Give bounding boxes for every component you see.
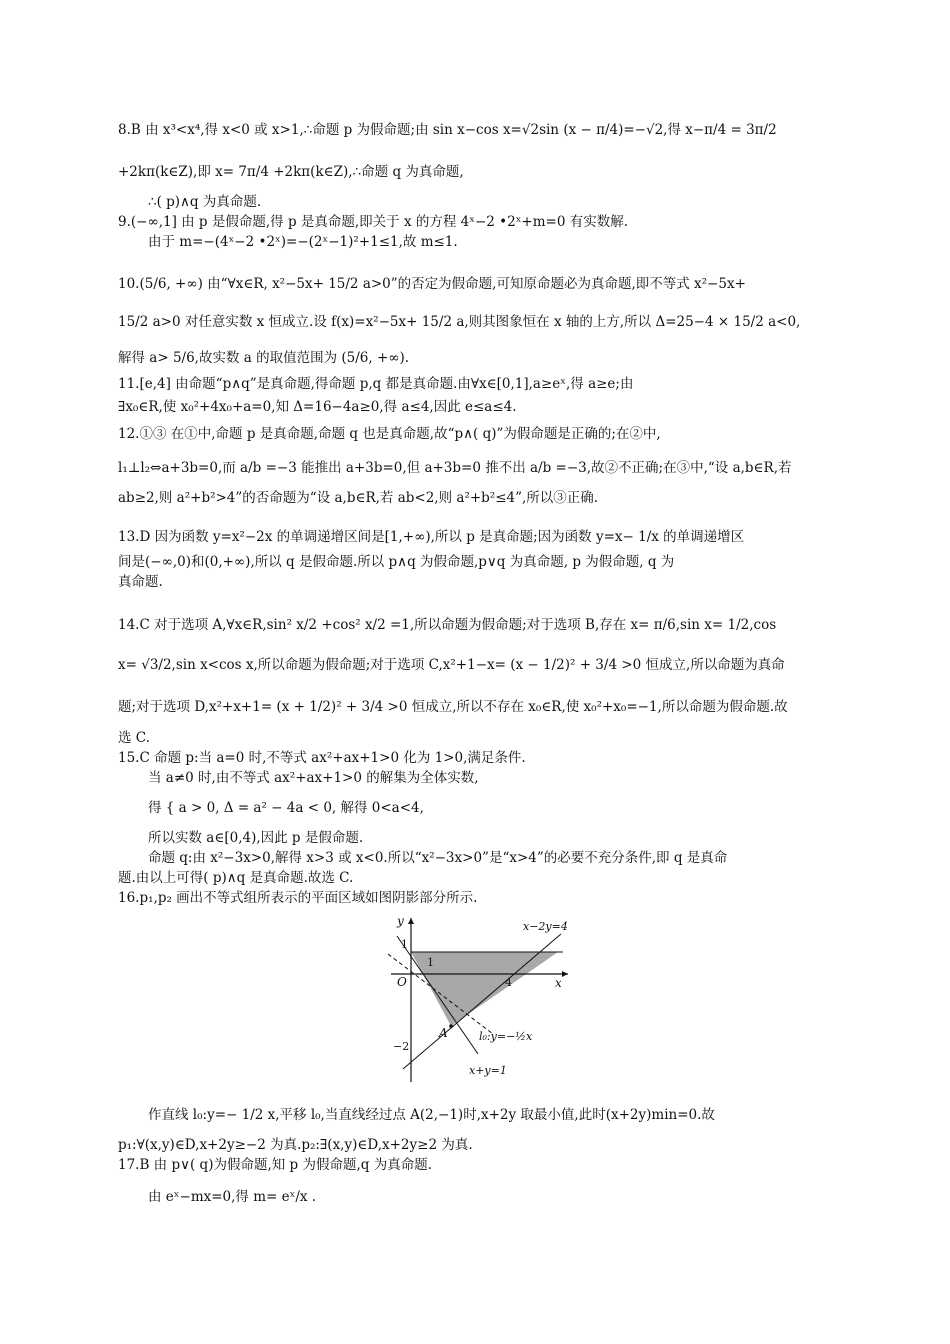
line-16c <box>118 1135 838 1155</box>
text-15-part6: 题.由以上可得( p)∧q 是真命题.故选 C. <box>118 870 354 886</box>
origin-label: O <box>397 975 407 989</box>
text-9-part2: 由于 m=−(4ˣ−2 •2ˣ)=−(2ˣ−1)²+1≤1,故 m≤1. <box>148 234 458 250</box>
line-15b <box>118 768 838 788</box>
line-13c <box>118 572 838 592</box>
line-11b <box>118 394 838 420</box>
line-8b <box>118 152 838 192</box>
line-10b <box>118 302 838 342</box>
line-14b <box>118 644 838 686</box>
text-15-part4: 所以实数 a∈[0,4),因此 p 是假命题. <box>148 830 364 846</box>
line-15f <box>118 868 838 888</box>
line-12c <box>118 488 838 508</box>
line-8c <box>118 192 838 212</box>
line-15a <box>118 748 838 768</box>
y-tick-neg2: −2 <box>393 1040 410 1053</box>
x-axis-arrow <box>562 971 568 977</box>
text-15-part2: 当 a≠0 时,由不等式 ax²+ax+1>0 的解集为全体实数, <box>148 770 479 786</box>
x-axis-label: x <box>555 976 562 990</box>
text-16-part3: p₁:∀(x,y)∈D,x+2y≥−2 为真.p₂:∃(x,y)∈D,x+2y≥2 为真. <box>118 1137 473 1153</box>
text-16-part2: 作直线 l₀:y=− 1/2 x,平移 l₀,当直线经过点 A(2,−1)时,x+2y 取最小值,此时(x+2y)min=0.故 <box>148 1107 715 1123</box>
point-a-label: A <box>439 1026 448 1040</box>
text-10-part3: 解得 a> 5/6,故实数 a 的取值范围为 (5/6, +∞). <box>118 350 410 366</box>
line-9a <box>118 212 838 232</box>
solution-page <box>118 108 838 1219</box>
text-13-part2: 间是(−∞,0)和(0,+∞),所以 q 是假命题.所以 p∧q 为假命题,p∨q 为真命题, p 为假命题, q 为 <box>118 554 675 570</box>
line-15d <box>118 828 838 848</box>
line-11a <box>118 374 838 394</box>
y-axis-arrow <box>408 918 414 924</box>
text-12-part2: l₁⊥l₂⇔a+3b=0,而 a/b =−3 能推出 a+3b=0,但 a+3b=0 推不出 a/b =−3,故②不正确;在③中,“设 a,b∈R,若 <box>118 460 792 476</box>
text-8-part3: +2kπ(k∈Z),即 x= 7π/4 +2kπ(k∈Z),∴命题 q 为真命题, <box>118 164 464 180</box>
line-8a <box>118 108 838 152</box>
text-10-part2: 15/2 a>0 对任意实数 x 恒成立.设 f(x)=x²−5x+ 15/2 a,则其图象恒在 x 轴的上方,所以 Δ=25−4 × 15/2 a<0, <box>118 314 801 330</box>
text-15-part1: 15.C 命题 p:当 a=0 时,不等式 ax²+ax+1>0 化为 1>0,满足条件. <box>118 750 526 766</box>
line-16a <box>118 888 838 908</box>
line-13b <box>118 552 838 572</box>
line-17a <box>118 1155 838 1175</box>
region-figure <box>383 914 578 1089</box>
text-14-part2: x= √3/2,sin x<cos x,所以命题为假命题;对于选项 C,x²+1−x= (x − 1/2)² + 3/4 >0 恒成立,所以命题为真命 <box>118 657 785 673</box>
line-l0-label: l₀:y=−½x <box>479 1030 533 1043</box>
text-14-part3: 题;对于选项 D,x²+x+1= (x + 1/2)² + 3/4 >0 恒成立,所以不存在 x₀∈R,使 x₀²+x₀=−1,所以命题为假命题.故 <box>118 699 788 715</box>
text-15-part3: 得 { a > 0, Δ = a² − 4a < 0, 解得 0<a<4, <box>148 800 424 816</box>
line-14a <box>118 606 838 644</box>
line-14c <box>118 686 838 728</box>
line-12b <box>118 448 838 488</box>
feasible-region-diagram <box>383 914 578 1089</box>
text-16-part1: 16.p₁,p₂ 画出不等式组所表示的平面区域如图阴影部分所示. <box>118 890 478 906</box>
line-bottom-label: x+y=1 <box>469 1064 507 1077</box>
text-8-part4: ∴( p)∧q 为真命题. <box>148 194 262 210</box>
line-9b <box>118 232 838 252</box>
y-tick-1: 1 <box>401 938 408 951</box>
line-15c <box>118 788 838 828</box>
y-axis-label: y <box>397 914 404 928</box>
line-14d <box>118 728 838 748</box>
x-tick-1: 1 <box>427 956 434 969</box>
text-14-part1: 14.C 对于选项 A,∀x∈R,sin² x/2 +cos² x/2 =1,所以命题为假命题;对于选项 B,存在 x= π/6,sin x= 1/2,cos <box>118 617 777 633</box>
text-17-part2: 由 eˣ−mx=0,得 m= eˣ/x . <box>148 1189 317 1205</box>
line-10c <box>118 342 838 374</box>
text-8-part2: (x − π/4)=−√2,得 x−π/4 = 3π/2 <box>563 122 777 138</box>
text-10-part1: 10.(5/6, +∞) 由“∀x∈R, x²−5x+ 15/2 a>0”的否定为假命题,可知原命题必为真命题,即不等式 x²−5x+ <box>118 276 746 292</box>
line-15e <box>118 848 838 868</box>
text-17-part1: 17.B 由 p∨( q)为假命题,知 p 为假命题,q 为真命题. <box>118 1157 432 1173</box>
line-17b <box>118 1175 838 1219</box>
text-8-part1: 8.B 由 x³<x⁴,得 x<0 或 x>1,∴命题 p 为假命题;由 sin x−cos x=√2sin <box>118 122 560 138</box>
text-12-part3: ab≥2,则 a²+b²>4”的否命题为“设 a,b∈R,若 ab<2,则 a²+b²≤4”,所以③正确. <box>118 490 599 506</box>
text-9-part1: 9.(−∞,1] 由 p 是假命题,得 p 是真命题,即关于 x 的方程 4ˣ−2 •2ˣ+m=0 有实数解. <box>118 214 629 230</box>
line-10a <box>118 266 838 302</box>
line-top-label: x−2y=4 <box>523 920 568 933</box>
x-tick-4: 4 <box>505 976 512 989</box>
text-11-part2: ∃x₀∈R,使 x₀²+4x₀+a=0,知 Δ=16−4a≥0,得 a≤4,因此 e≤a≤4. <box>118 399 517 415</box>
point-a <box>449 1024 453 1028</box>
text-13-part1: 13.D 因为函数 y=x²−2x 的单调递增区间是[1,+∞),所以 p 是真命题;因为函数 y=x− 1/x 的单调递增区 <box>118 529 745 545</box>
text-14-part4: 选 C. <box>118 730 150 746</box>
text-15-part5: 命题 q:由 x²−3x>0,解得 x>3 或 x<0.所以“x²−3x>0”是“x>4”的必要不充分条件,即 q 是真命 <box>148 850 728 866</box>
line-12a <box>118 420 838 448</box>
line-13a <box>118 522 838 552</box>
text-13-part3: 真命题. <box>118 574 163 590</box>
line-16b <box>118 1095 838 1135</box>
text-11-part1: 11.[e,4] 由命题“p∧q”是真命题,得命题 p,q 都是真命题.由∀x∈[0,1],a≥eˣ,得 a≥e;由 <box>118 376 634 392</box>
text-12-part1: 12.①③ 在①中,命题 p 是真命题,命题 q 也是真命题,故“p∧( q)”为假命题是正确的;在②中, <box>118 426 661 442</box>
